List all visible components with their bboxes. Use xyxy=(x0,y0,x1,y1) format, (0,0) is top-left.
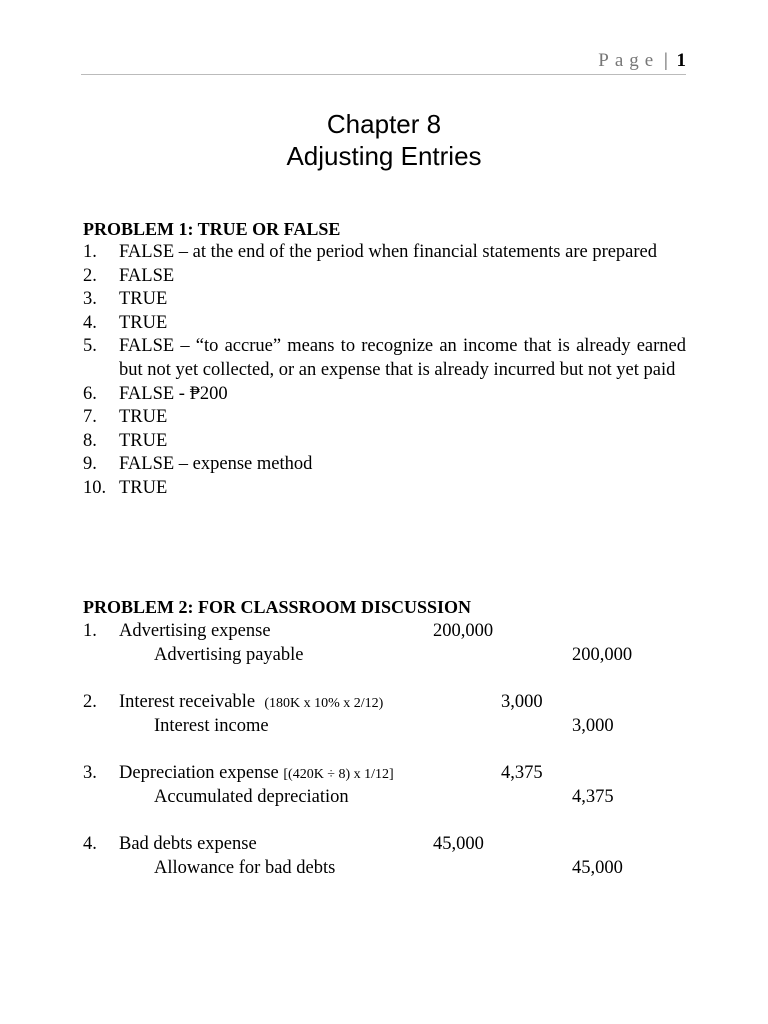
item-text: FALSE - ₱200 xyxy=(119,383,228,404)
list-item xyxy=(83,312,686,336)
item-text: TRUE xyxy=(119,407,168,428)
journal-entry xyxy=(83,763,703,810)
entry-number: 3. xyxy=(83,763,97,783)
list-item xyxy=(83,288,686,312)
item-number: 7. xyxy=(83,407,97,428)
credit-account: Advertising payable xyxy=(154,644,304,665)
credit-account: Interest income xyxy=(154,715,269,736)
debit-account: Advertising expense xyxy=(119,621,271,641)
credit-account: Allowance for bad debts xyxy=(154,857,336,878)
credit-row xyxy=(83,645,703,669)
problem1-list xyxy=(83,241,686,501)
item-number: 1. xyxy=(83,242,97,262)
page-separator: | xyxy=(663,50,668,71)
entry-number: 4. xyxy=(83,834,97,854)
debit-amount: 200,000 xyxy=(433,621,494,641)
item-text: FALSE – “to accrue” means to recognize an income that is already earned but not yet collected, or an expense that is already incurred but not yet paid xyxy=(119,336,686,380)
credit-row xyxy=(83,716,703,740)
debit-row xyxy=(83,763,703,787)
item-text: FALSE – expense method xyxy=(119,454,313,475)
debit-amount: 45,000 xyxy=(433,834,484,854)
debit-row xyxy=(83,834,703,858)
credit-row xyxy=(83,858,703,882)
credit-amount: 4,375 xyxy=(572,786,614,807)
journal-entry xyxy=(83,692,703,739)
chapter-subtitle: Adjusting Entries xyxy=(286,141,482,171)
debit-account: Bad debts expense xyxy=(119,834,257,854)
entry-number: 1. xyxy=(83,621,97,641)
credit-amount: 45,000 xyxy=(572,857,623,878)
list-item xyxy=(83,406,686,430)
list-item xyxy=(83,383,686,407)
item-number: 6. xyxy=(83,383,97,404)
debit-row xyxy=(83,692,703,716)
item-number: 10. xyxy=(83,477,107,498)
item-number: 2. xyxy=(83,265,97,286)
item-number: 5. xyxy=(83,336,97,357)
list-item xyxy=(83,335,686,382)
list-item xyxy=(83,265,686,289)
debit-account-name: Depreciation expense xyxy=(119,763,279,783)
debit-amount: 4,375 xyxy=(501,763,543,783)
debit-account xyxy=(119,763,394,784)
journal-entry xyxy=(83,834,703,881)
item-text: TRUE xyxy=(119,477,168,498)
item-text: TRUE xyxy=(119,289,168,310)
item-number: 3. xyxy=(83,289,97,310)
item-number: 4. xyxy=(83,312,97,333)
list-item xyxy=(83,477,686,501)
header-divider xyxy=(81,74,686,75)
journal-entry xyxy=(83,621,703,668)
chapter-title: Chapter 8 xyxy=(326,109,442,139)
page-number: 1 xyxy=(676,50,686,71)
item-text: FALSE – at the end of the period when financial statements are prepared xyxy=(119,242,658,262)
debit-account xyxy=(119,692,383,713)
item-text: TRUE xyxy=(119,312,168,333)
credit-account: Accumulated depreciation xyxy=(154,786,349,807)
credit-amount: 3,000 xyxy=(572,715,614,736)
debit-amount: 3,000 xyxy=(501,692,543,712)
page-label: Page xyxy=(598,50,660,71)
problem1-heading: PROBLEM 1: TRUE OR FALSE xyxy=(83,219,341,239)
debit-account-name: Interest receivable xyxy=(119,692,256,712)
debit-row xyxy=(83,621,703,645)
list-item xyxy=(83,430,686,454)
computation-note: [(420K ÷ 8) x 1/12] xyxy=(283,767,394,782)
item-number: 9. xyxy=(83,454,97,475)
item-number: 8. xyxy=(83,430,97,451)
credit-row xyxy=(83,787,703,811)
credit-amount: 200,000 xyxy=(572,644,633,665)
list-item xyxy=(83,241,686,265)
computation-note: (180K x 10% x 2/12) xyxy=(264,696,384,711)
list-item xyxy=(83,453,686,477)
entry-number: 2. xyxy=(83,692,97,712)
page-header xyxy=(0,50,686,72)
item-text: TRUE xyxy=(119,430,168,451)
problem2-heading: PROBLEM 2: FOR CLASSROOM DISCUSSION xyxy=(83,597,472,617)
item-text: FALSE xyxy=(119,265,175,286)
